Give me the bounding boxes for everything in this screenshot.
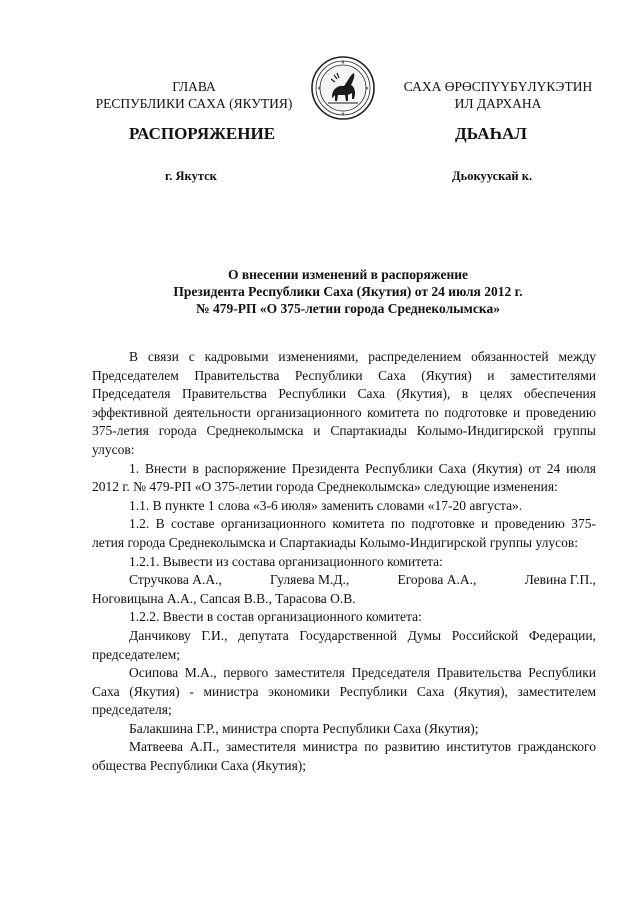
paragraph-preamble: В связи с кадровыми изменениями, распределением обязанностей между Председателем Правительства Республики Саха (Якутия) и заместителями Председателя Правительства Республики Саха (Якутия), в целях обеспечения эффективной деятельности организационного комитета по подготовке и проведению 375-летия города Среднеколымска и Спартакиады Колымо-Индигирской группы улусов:: [92, 349, 596, 457]
title-line2: Президента Республики Саха (Якутия) от 24 июля 2012 г.: [173, 284, 523, 299]
paragraph-member-matveev: Матвеева А.П., заместителя министра по развитию институтов гражданского общества Республики Саха (Якутия);: [92, 739, 596, 774]
header-left-line2: РЕСПУБЛИКИ САХА (ЯКУТИЯ): [95, 96, 293, 111]
header-right-line2: ИЛ ДАРХАНА: [454, 96, 542, 111]
paragraph-member-osipov: Осипова М.А., первого заместителя Председателя Правительства Республики Саха (Якутия) - министра экономики Республики Саха (Якутия), заместителем председателя;: [92, 665, 596, 718]
header-left: [88, 78, 300, 112]
doc-type-russian: РАСПОРЯЖЕНИЕ: [128, 124, 276, 143]
paragraph-member-danchikova: Данчикову Г.И., депутата Государственной Думы Российской Федерации, председателем;: [92, 627, 596, 662]
removed-name: Егорова А.А.,: [397, 572, 477, 588]
paragraph-member-balakshin: Балакшина Г.Р., министра спорта Республики Саха (Якутия);: [129, 720, 479, 736]
removed-name: Стручкова А.А.,: [129, 572, 222, 588]
removed-name: Гуляева М.Д.,: [270, 572, 350, 588]
document-body: [92, 348, 596, 776]
title-line3: № 479-РП «О 375-летии города Среднеколымска»: [196, 301, 500, 316]
header-right: [392, 78, 604, 112]
paragraph-item-1-1: 1.1. В пункте 1 слова «3-6 июля» заменить словами «17-20 августа».: [129, 497, 523, 513]
header-right-line1: САХА ӨРӨСПҮҮБҮЛҮКЭТИН: [403, 79, 593, 94]
removed-names-row: [92, 571, 596, 590]
document-title: [92, 266, 604, 317]
removed-names-continued: Ноговицына А.А., Сапсая В.В., Тарасова О.В.: [92, 590, 356, 606]
removed-name: Левина Г.П.,: [524, 572, 596, 588]
paragraph-item-1: 1. Внести в распоряжение Президента Республики Саха (Якутия) от 24 июля 2012 г. № 479-РП «О 375-летии города Среднеколымска» следующие изменения:: [92, 460, 596, 495]
paragraph-item-1-2: 1.2. В составе организационного комитета по подготовке и проведению 375-летия города Среднеколымска и Спартакиады Колымо-Индигирской группы улусов:: [92, 516, 596, 550]
doc-type-sakha: ДЬАҺАЛ: [455, 124, 527, 143]
city-russian: г. Якутск: [165, 169, 217, 183]
city-sakha: Дьокуускай к.: [452, 169, 533, 183]
paragraph-item-1-2-2: 1.2.2. Ввести в состав организационного комитета:: [129, 609, 422, 625]
coat-of-arms-emblem: [310, 55, 376, 121]
title-line1: О внесении изменений в распоряжение: [227, 267, 469, 282]
paragraph-item-1-2-1: 1.2.1. Вывести из состава организационного комитета:: [129, 553, 443, 569]
header-left-line1: ГЛАВА: [172, 79, 216, 94]
